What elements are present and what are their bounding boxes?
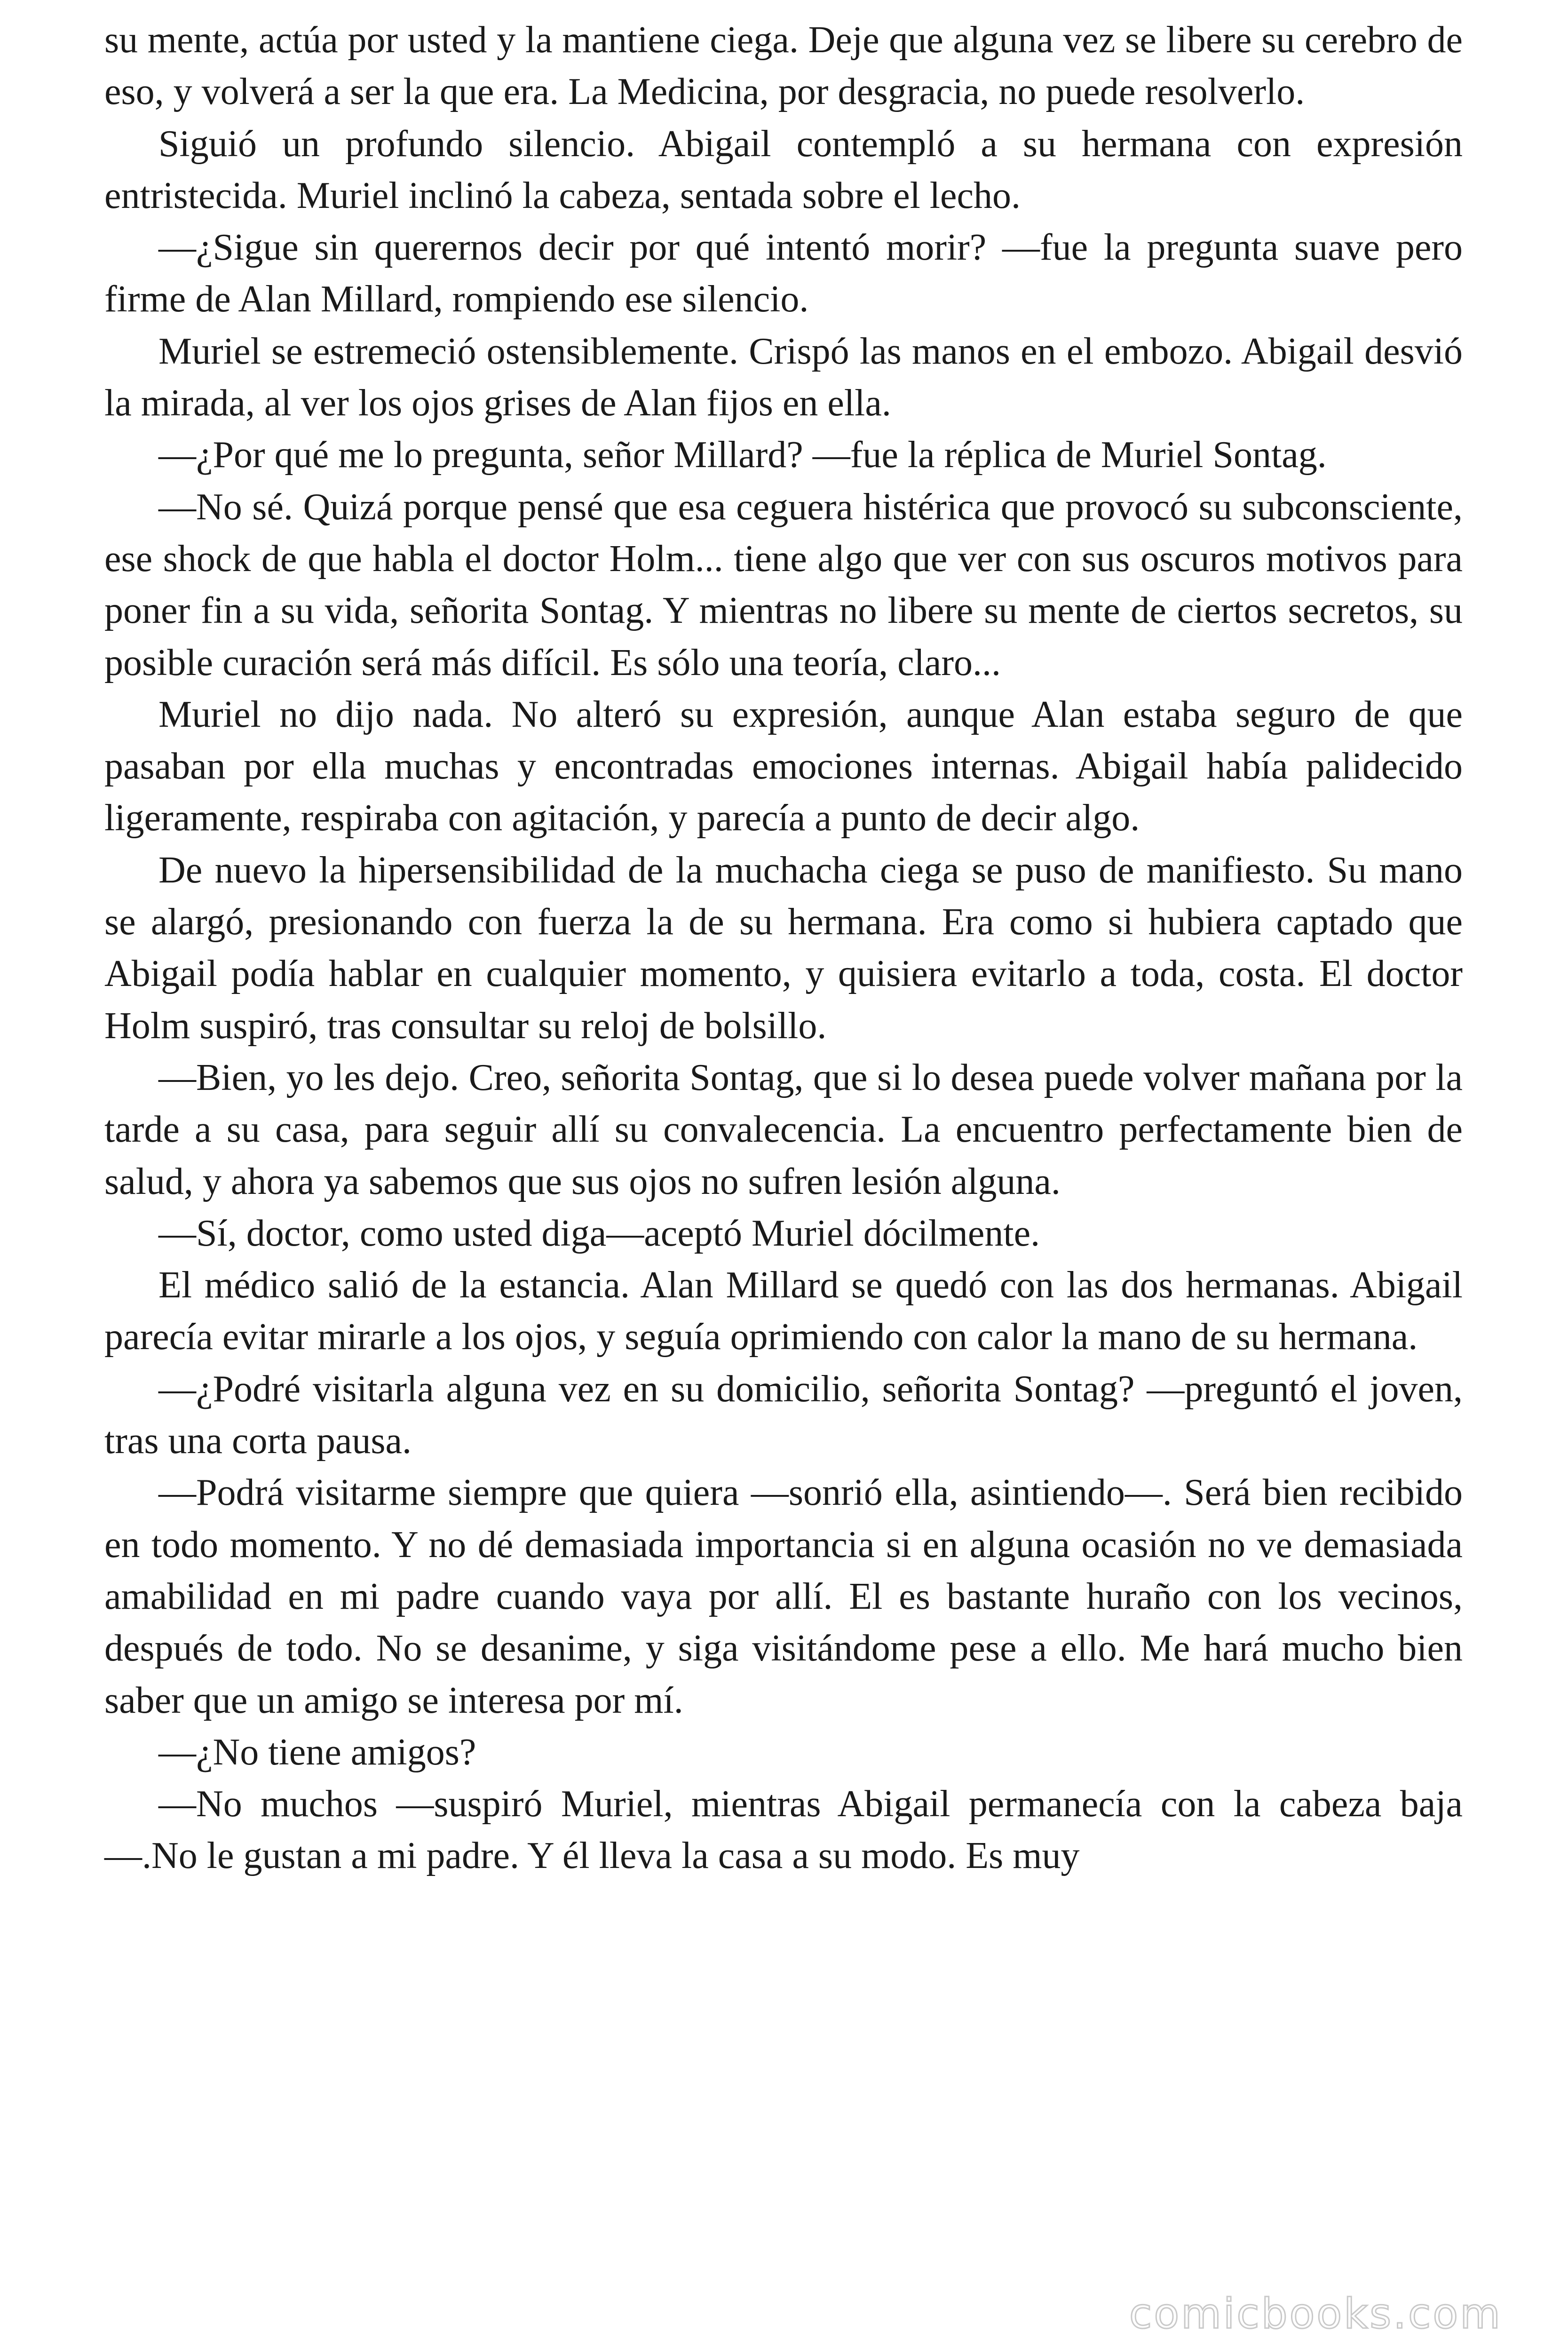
paragraph: —¿No tiene amigos?: [158, 1731, 476, 1773]
paragraph: su mente, actúa por usted y la mantiene ciega. Deje que alguna vez se libere su cerebro de eso, y volverá a ser la que era. La Medicina, por desgracia, no puede resolverlo.: [104, 19, 1463, 113]
paragraph: Siguió un profundo silencio. Abigail contempló a su hermana con expresión entristecida. Muriel inclinó la cabeza, sentada sobre el lecho.: [104, 123, 1463, 216]
paragraph: —No sé. Quizá porque pensé que esa ceguera histérica que provocó su subconsciente, ese shock de que habla el doctor Holm... tiene algo que ver con sus oscuros motivos para poner fin a su vida, señorita Sontag. Y mientras no libere su mente de ciertos secretos, su posible curación será más difícil. Es sólo una teoría, claro...: [104, 486, 1463, 683]
paragraph: —Podrá visitarme siempre que quiera —sonrió ella, asintiendo—. Será bien recibido en todo momento. Y no dé demasiada importancia si en alguna ocasión no ve demasiada amabilidad en mi padre cuando vaya por allí. El es bastante huraño con los vecinos, después de todo. No se desanime, y siga visitándome pese a ello. Me hará mucho bien saber que un amigo se interesa por mí.: [104, 1472, 1463, 1721]
paragraph: —Bien, yo les dejo. Creo, señorita Sontag, que si lo desea puede volver mañana por la tarde a su casa, para seguir allí su convalecencia. La encuentro perfectamente bien de salud, y ahora ya sabemos que sus ojos no sufren lesión alguna.: [104, 1057, 1463, 1202]
paragraph: —¿Por qué me lo pregunta, señor Millard? —fue la réplica de Muriel Sontag.: [158, 434, 1327, 476]
watermark-logo: comicbooks.com: [1129, 2289, 1502, 2338]
paragraph: —Sí, doctor, como usted diga—aceptó Muriel dócilmente.: [158, 1212, 1040, 1254]
body-text: [104, 14, 1463, 1882]
paragraph: El médico salió de la estancia. Alan Millard se quedó con las dos hermanas. Abigail parecía evitar mirarle a los ojos, y seguía oprimiendo con calor la mano de su hermana.: [104, 1264, 1463, 1358]
paragraph: De nuevo la hipersensibilidad de la muchacha ciega se puso de manifiesto. Su mano se alargó, presionando con fuerza la de su hermana. Era como si hubiera captado que Abigail podía hablar en cualquier momento, y quisiera evitarlo a toda, costa. El doctor Holm suspiró, tras consultar su reloj de bolsillo.: [104, 849, 1463, 1047]
paragraph: —¿Sigue sin querernos decir por qué intentó morir? —fue la pregunta suave pero firme de Alan Millard, rompiendo ese silencio.: [104, 227, 1463, 320]
paragraph: Muriel no dijo nada. No alteró su expresión, aunque Alan estaba seguro de que pasaban por ella muchas y encontradas emociones internas. Abigail había palidecido ligeramente, respiraba con agitación, y parecía a punto de decir algo.: [104, 693, 1463, 839]
paragraph: Muriel se estremeció ostensiblemente. Crispó las manos en el embozo. Abigail desvió la mirada, al ver los ojos grises de Alan fijos en ella.: [104, 330, 1463, 424]
paragraph: —¿Podré visitarla alguna vez en su domicilio, señorita Sontag? —preguntó el joven, tras una corta pausa.: [104, 1368, 1463, 1462]
paragraph: —No muchos —suspiró Muriel, mientras Abigail permanecía con la cabeza baja—.No le gustan a mi padre. Y él lleva la casa a su modo. Es muy: [104, 1783, 1463, 1877]
